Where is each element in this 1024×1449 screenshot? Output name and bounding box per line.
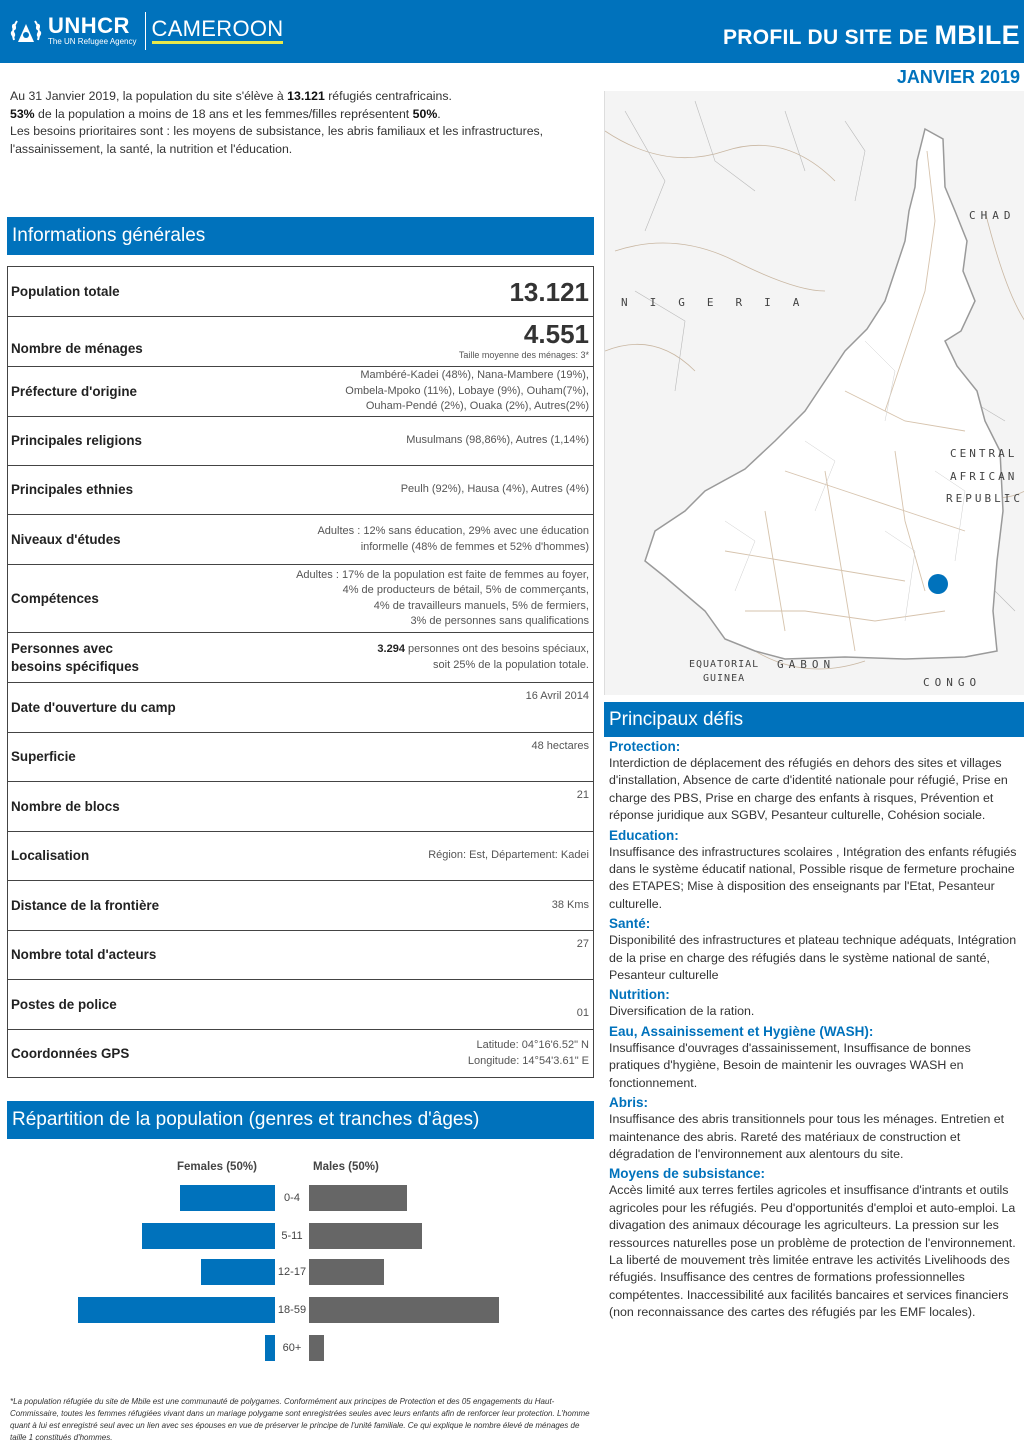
table-row	[8, 733, 593, 782]
map-label-nigeria: NIGERIA	[621, 296, 822, 309]
map-label-chad: CHAD	[969, 209, 1016, 222]
table-row: Préfecture d'origine Mambéré-Kadei (48%), Nana-Mambere (19%), Ombela-Mpoko (11%), Lobaye (9%), Ouham(7%), Ouham-Pendé (2%), Ouaka (2%), Autres(2%)	[8, 367, 593, 417]
legend-females: Females (50%)	[177, 1161, 257, 1173]
title-prefix: PROFIL DU SITE DE	[722, 26, 929, 49]
challenge-protection: Protection: Interdiction de déplacement des réfugiés en dehors des sites et villages d'installation, Absence de carte d'identité nationale pour réfugié, Prise en charge des PBS, Prise en charge des enfants à risques, Prévention et réponse juridique aux SGBV, Pesanteur culturelle, Cohésion sociale.	[609, 739, 1008, 823]
challenge-subsistance: Moyens de subsistance: Accès limité aux terres fertiles agricoles et insuffisance d'intrants et outils agricoles pour les réfugiés. Peu d'opportunités d'emploi et auto-emploi. La divagation des animaux décourage les agriculteurs. La pression sur les ressources naturelles pose un problème de protection de l'environnement. La liberté de mouvement très limitée entrave les activités Livelihoods des réfugiés. Insuffisance des centres de formations professionnelles compétentes. Inaccessibilité aux facilités bancaires et services financiers (non reconnaissance des cartes des réfugiés par les EMF locales).	[609, 1166, 1016, 1320]
male-bar-18-59	[309, 1297, 499, 1323]
gps-longitude: Longitude: 14°54'3.61" E	[467, 1054, 589, 1067]
localisation-value: Région: Est, Département: Kadei	[428, 849, 589, 862]
row-label: Nombre de blocs	[11, 798, 120, 814]
row-label: Coordonnées GPS	[11, 1045, 130, 1061]
age-label-5-11: 5-11	[281, 1230, 303, 1242]
map-label-car-1: CENTRAL	[950, 447, 1018, 460]
female-bar-12-17	[201, 1259, 275, 1285]
org-name: UNHCR	[48, 13, 130, 38]
male-bar-0-4	[309, 1185, 407, 1211]
menages-sub: Taille moyenne des ménages: 3*	[458, 349, 589, 360]
intro-pct-under18: 53%	[10, 106, 35, 121]
location-map	[604, 91, 1024, 695]
menages-value: 4.551	[523, 318, 589, 349]
row-label: Date d'ouverture du camp	[11, 699, 176, 715]
acteurs-value: 27	[576, 938, 589, 950]
population-value: 13.121	[509, 276, 589, 307]
superficie-value: 48 hectares	[531, 740, 589, 752]
map-label-car-3: REPUBLIC	[946, 492, 1023, 505]
row-label: Personnes avec besoins spécifiques	[11, 640, 139, 674]
challenge-education: Education: Insuffisance des infrastructures scolaires , Intégration des enfants réfugiés dans le système éducatif national, Possible risque de fermeture prochaine des ETAPES; Mise à disposition des enseignants par l'Etat, Pesanteur culturelle.	[609, 827, 1017, 911]
unhcr-logo	[6, 10, 283, 52]
population-pyramid	[7, 1155, 594, 1385]
table-row	[8, 1030, 593, 1077]
intro-priorities: Les besoins prioritaires sont : les moyens de subsistance, les abris familiaux et les infrastructures, l'assainissement, la santé, la nutrition et l'éducation.	[10, 124, 544, 156]
table-row: Personnes avec besoins spécifiques 3.294 personnes ont des besoins spéciaux, soit 25% de la population totale.	[8, 633, 593, 683]
table-row	[8, 931, 593, 980]
male-bar-12-17	[309, 1259, 384, 1285]
table-row: Niveaux d'études Adultes : 12% sans éducation, 29% avec une éducation informelle (48% de femmes et 52% d'hommes)	[8, 515, 593, 565]
table-row	[8, 980, 593, 1030]
row-label: Principales ethnies	[11, 482, 134, 497]
intro-text: Au 31 Janvier 2019, la population du site s'élève à 13.121 réfugiés centrafricains. 53% de la population a moins de 18 ans et les femmes/filles représentent 50%. Les besoins prioritaires sont : les moyens de subsistance, les abris familiaux et les infrastructures, l'assainissement, la santé, la nutrition et l'éducation.	[10, 88, 555, 158]
table-row	[8, 782, 593, 832]
row-label: Localisation	[11, 848, 90, 863]
table-row	[8, 466, 593, 515]
blocs-value: 21	[576, 789, 589, 801]
table-row	[8, 881, 593, 931]
female-bar-0-4	[180, 1185, 275, 1211]
age-label-60+: 60+	[282, 1342, 302, 1354]
female-bar-18-59	[78, 1297, 275, 1323]
section-header-defis: Principaux défis	[604, 702, 1024, 737]
female-bar-60+	[265, 1335, 275, 1361]
male-bar-60+	[309, 1335, 324, 1361]
row-label: Nombre de ménages	[11, 340, 143, 356]
row-label: Postes de police	[11, 996, 117, 1012]
age-label-12-17: 12-17	[277, 1266, 307, 1278]
intro-population: 13.121	[287, 89, 325, 103]
male-bar-5-11	[309, 1223, 422, 1249]
ethnies-value: Peulh (92%), Hausa (4%), Autres (4%)	[400, 483, 589, 496]
row-label: Compétences	[11, 590, 99, 606]
challenge-sante: Santé: Disponibilité des infrastructures et plateau technique adéquats, Intégration de la prise en charge des réfugiés dans le système national de santé, Pesanteur culturelle	[609, 916, 1017, 983]
legend-males: Males (50%)	[313, 1161, 379, 1173]
title-site: MBILE	[934, 20, 1020, 50]
org-tagline: The UN Refugee Agency	[48, 37, 137, 46]
logo-divider	[145, 12, 146, 50]
row-label: Distance de la frontière	[11, 897, 160, 913]
challenge-nutrition: Nutrition: Diversification de la ration.	[609, 987, 755, 1019]
table-row	[8, 683, 593, 733]
age-label-0-4: 0-4	[284, 1192, 300, 1204]
besoins-count: 3.294	[377, 643, 405, 655]
challenges-list	[609, 738, 1024, 1324]
row-label: Principales religions	[11, 433, 142, 448]
map-label-eq-guinea-1: EQUATORIAL	[689, 659, 760, 670]
section-header-pyramid: Répartition de la population (genres et tranches d'âges)	[7, 1101, 594, 1139]
age-label-18-59: 18-59	[277, 1304, 307, 1316]
ouverture-value: 16 Avril 2014	[525, 690, 589, 702]
table-row	[8, 417, 593, 466]
page-title	[723, 20, 1020, 51]
report-date: JANVIER 2019	[896, 67, 1020, 87]
unhcr-emblem-icon	[6, 12, 46, 50]
row-label: Nombre total d'acteurs	[11, 947, 157, 962]
map-label-car-2: AFRICAN	[950, 470, 1018, 483]
gps-latitude: Latitude: 04°16'6.52" N	[476, 1039, 589, 1051]
row-label: Préfecture d'origine	[11, 383, 137, 399]
police-value: 01	[576, 1006, 589, 1019]
female-bar-5-11	[142, 1223, 275, 1249]
challenge-wash: Eau, Assainissement et Hygiène (WASH): Insuffisance d'ouvrages d'assainissement, Insuffisance de bonnes pratiques d'hygiène, Besoin de maintenir les ouvrages WASH en fonctionnement.	[609, 1023, 971, 1090]
row-label: Population totale	[11, 283, 120, 299]
religions-value: Musulmans (98,86%), Autres (1,14%)	[406, 434, 589, 447]
map-label-gabon: GABON	[777, 658, 836, 671]
footnote: *La population réfugiée du site de Mbile est une communauté de polygames. Conformément aux principes de Protection et des 05 engagements du Haut-Commissaire, toutes les femmes réfugiées vivant dans un mariage polygame sont enregistrées seules avec leurs enfants afin de renforcer leur protection. L'homme quant à lui est enregistré seul avec un lien avec ses épouses en vue de préserver le principe de l'unité familiale. Ce qui explique le nombre élevé de ménages de taille 1 constitués d'hommes.	[10, 1397, 590, 1442]
map-label-eq-guinea-2: GUINEA	[703, 673, 746, 684]
row-label: Niveaux d'études	[11, 531, 121, 547]
table-row: Compétences Adultes : 17% de la population est faite de femmes au foyer, 4% de producteurs de bétail, 5% de commerçants, 4% de travailleurs manuels, 5% de fermiers, 3% de personnes sans qualifications	[8, 565, 593, 633]
country-name: CAMEROON	[152, 18, 284, 44]
section-header-info: Informations générales	[7, 217, 594, 255]
table-row	[8, 267, 593, 317]
challenge-abris: Abris: Insuffisance des abris transitionnels pour tous les ménages. Entretien et maintenance des abris. Rareté des matériaux de construction et dégradation de l'environnement aux alentours du site.	[609, 1095, 1005, 1161]
info-table	[7, 266, 594, 1078]
map-graphic	[605, 91, 1024, 695]
table-row	[8, 317, 593, 367]
row-label: Superficie	[11, 749, 76, 764]
page-header	[0, 0, 1024, 63]
intro-pct-female: 50%	[412, 106, 438, 121]
frontiere-value: 38 Kms	[551, 898, 589, 911]
table-row	[8, 832, 593, 881]
site-marker	[928, 574, 948, 594]
map-label-congo: CONGO	[923, 676, 982, 689]
